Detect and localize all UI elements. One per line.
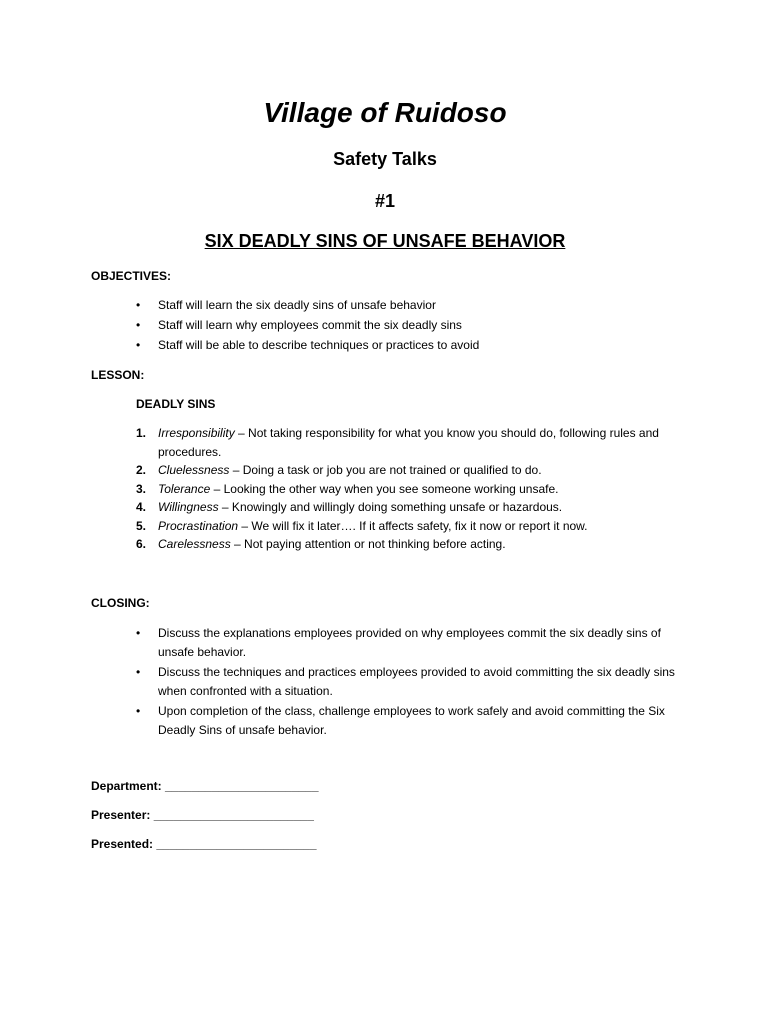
document-subtitle: Safety Talks <box>333 149 437 169</box>
list-item-text: Upon completion of the class, challenge employees to work safely and avoid committing the Six Deadly Sins of unsafe behavior. <box>158 704 665 737</box>
list-item <box>136 296 696 315</box>
presented-line: Presented: ________________________ <box>91 837 317 851</box>
item-number: 5. <box>136 518 147 533</box>
list-item <box>136 316 696 335</box>
list-item <box>136 517 696 536</box>
department-line: Department: _______________________ <box>91 779 319 793</box>
talk-heading: SIX DEADLY SINS OF UNSAFE BEHAVIOR <box>204 231 566 251</box>
list-item <box>136 461 696 480</box>
list-item <box>136 424 696 461</box>
sin-description: – Knowingly and willingly doing something unsafe or hazardous. <box>218 500 563 514</box>
sin-term: Procrastination <box>158 518 239 533</box>
list-item <box>136 535 696 554</box>
objectives-label: OBJECTIVES: <box>91 269 172 283</box>
list-item-text: Discuss the explanations employees provided on why employees commit the six deadly sins of unsafe behavior. <box>158 626 661 659</box>
item-number: 4. <box>136 500 147 514</box>
sin-term: Carelessness <box>158 537 231 551</box>
closing-list <box>136 624 696 740</box>
bullet-icon: • <box>136 704 141 718</box>
bullet-icon: • <box>136 338 141 352</box>
bullet-icon: • <box>136 626 141 640</box>
presenter-line: Presenter: ________________________ <box>91 808 314 822</box>
bullet-icon: • <box>136 665 141 679</box>
list-item <box>136 663 696 701</box>
deadly-sins-label: DEADLY SINS <box>136 397 216 411</box>
closing-label: CLOSING: <box>91 596 150 610</box>
list-item-text: Discuss the techniques and practices employees provided to avoid committing the six deadly sins when confronted with a situation. <box>158 665 675 698</box>
sin-description: – Doing a task or job you are not trained or qualified to do. <box>229 463 542 477</box>
item-number: 3. <box>136 481 147 496</box>
objectives-list <box>136 296 696 355</box>
item-number: 1. <box>136 426 147 440</box>
item-number: 2. <box>136 463 147 477</box>
list-item-text: Staff will be able to describe techniques or practices to avoid <box>158 338 480 352</box>
sin-term: Willingness <box>158 500 219 514</box>
bullet-icon: • <box>136 318 141 332</box>
document-title: Village of Ruidoso <box>263 97 507 128</box>
sin-description: – We will fix it later…. If it affects safety, fix it now or report it now. <box>238 518 588 533</box>
list-item <box>136 624 696 662</box>
deadly-sins-list <box>136 424 696 554</box>
list-item <box>136 498 696 517</box>
list-item <box>136 480 696 499</box>
sin-description: – Looking the other way when you see someone working unsafe. <box>210 481 559 496</box>
sin-term: Cluelessness <box>158 463 230 477</box>
list-item <box>136 336 696 355</box>
list-item <box>136 702 696 740</box>
list-item-text: Staff will learn the six deadly sins of unsafe behavior <box>158 298 436 312</box>
talk-number: #1 <box>374 191 396 211</box>
item-number: 6. <box>136 537 147 551</box>
list-item-text: Staff will learn why employees commit the six deadly sins <box>158 318 462 332</box>
sin-description: – Not taking responsibility for what you know you should do, following rules and procedures. <box>158 426 659 459</box>
lesson-label: LESSON: <box>91 368 145 382</box>
sin-term: Tolerance <box>158 481 211 496</box>
bullet-icon: • <box>136 298 141 312</box>
sin-description: – Not paying attention or not thinking before acting. <box>230 537 506 551</box>
sin-term: Irresponsibility <box>158 426 235 440</box>
